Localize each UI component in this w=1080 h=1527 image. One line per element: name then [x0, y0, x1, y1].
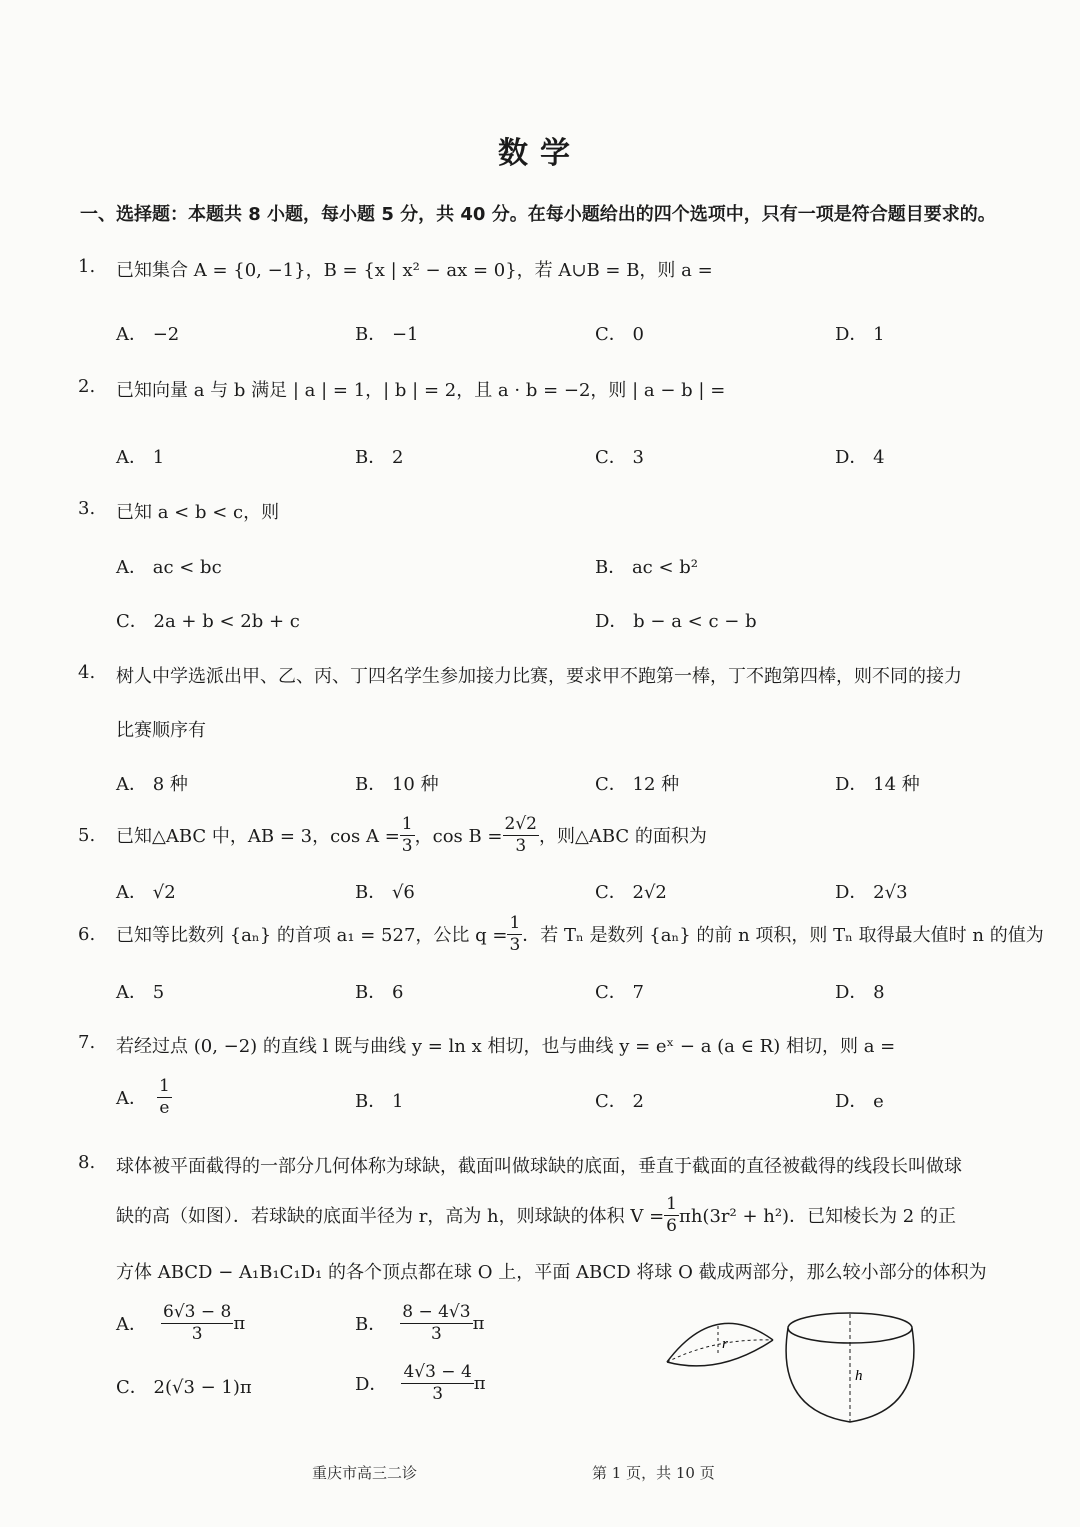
q5-option-c: C． 2√2: [595, 882, 667, 903]
q7-option-d: D． e: [835, 1091, 884, 1112]
q8-option-b-fraction: [400, 1301, 472, 1344]
q7-option-c: C． 2: [595, 1091, 644, 1112]
q7-option-a-numerator: 1: [159, 1075, 170, 1096]
q4-text-line2: 比赛顺序有: [116, 720, 206, 741]
q7-number: 7.: [78, 1032, 96, 1053]
q5-text-a: 已知△ABC 中，AB = 3，cos A =: [116, 826, 400, 847]
q7-text: 若经过点 (0, −2) 的直线 l 既与曲线 y = ln x 相切，也与曲线 y = eˣ − a (a ∈ R) 相切，则 a =: [116, 1036, 896, 1057]
q8-number: 8.: [78, 1152, 96, 1173]
q1-option-a: A． −2: [116, 324, 180, 345]
q6-frac-denominator: 3: [509, 934, 521, 955]
q5-number: 5.: [78, 825, 96, 846]
q2-option-d: D． 4: [835, 447, 885, 468]
q8-option-d: [355, 1358, 486, 1408]
q6-option-c: C． 7: [595, 982, 644, 1003]
q3-number: 3.: [78, 498, 96, 519]
q5-text-b: ，cos B =: [414, 826, 503, 847]
footer-source: 重庆市高三二诊: [312, 1464, 418, 1482]
q7-option-a: [116, 1072, 172, 1122]
page-title: 数学: [498, 136, 582, 171]
spherical-cap-figure: [655, 1300, 935, 1430]
q3-option-c: C． 2a + b < 2b + c: [116, 611, 300, 632]
q8-option-a-label: A．: [116, 1314, 147, 1335]
q5-frac1-denominator: 3: [401, 835, 413, 856]
q6-frac-numerator: 1: [509, 912, 521, 933]
q6-text: [116, 909, 1044, 959]
q5-text-c: ，则△ABC 的面积为: [539, 826, 707, 847]
q4-option-b: B． 10 种: [355, 774, 439, 795]
q6-ratio-fraction: [507, 912, 522, 955]
q7-option-a-denominator: e: [159, 1097, 170, 1118]
q1-option-d: D． 1: [835, 324, 885, 345]
cap-height-label: h: [855, 1368, 863, 1384]
cap-small-figure: [667, 1323, 773, 1366]
q8-option-d-numerator: 4√3 − 4: [403, 1361, 472, 1382]
q8-option-d-pi: π: [473, 1372, 486, 1394]
q8-option-b-numerator: 8 − 4√3: [402, 1301, 471, 1322]
q8-option-a-fraction: [161, 1301, 233, 1344]
q4-text: 树人中学选派出甲、乙、丙、丁四名学生参加接力比赛，要求甲不跑第一棒，丁不跑第四棒，则不同的接力: [116, 666, 962, 687]
q6-option-d: D． 8: [835, 982, 885, 1003]
q8-option-b-label: B．: [355, 1314, 387, 1335]
q5-frac1-numerator: 1: [401, 813, 413, 834]
q3-text: 已知 a < b < c，则: [116, 502, 280, 523]
q8-option-b-denominator: 3: [430, 1323, 442, 1344]
q8-option-b-pi: π: [472, 1312, 485, 1334]
q5-frac2-numerator: 2√2: [504, 813, 537, 834]
q8-option-d-label: D．: [355, 1374, 388, 1395]
q1-option-b: B． −1: [355, 324, 419, 345]
q2-option-b: B． 2: [355, 447, 404, 468]
q7-option-b: B． 1: [355, 1091, 404, 1112]
q8-volume-numerator: 1: [666, 1193, 677, 1214]
q8-option-a-denominator: 3: [191, 1323, 203, 1344]
q8-line2-b: πh(3r² + h²)．已知棱长为 2 的正: [679, 1206, 956, 1227]
cap-radius-label: r: [722, 1336, 728, 1352]
q4-option-d: D． 14 种: [835, 774, 920, 795]
footer-page-number: 第 1 页，共 10 页: [592, 1464, 715, 1482]
q3-option-a: A． ac < bc: [116, 557, 222, 578]
q8-option-a: [116, 1298, 245, 1348]
q1-text: 已知集合 A = {0, −1}，B = {x | x² − ax = 0}，若 A∪B = B，则 a =: [116, 260, 713, 281]
section-heading: 一、选择题：本题共 8 小题，每小题 5 分，共 40 分。在每小题给出的四个选项中，只有一项是符合题目要求的。: [80, 204, 996, 225]
q8-option-d-denominator: 3: [432, 1383, 444, 1404]
q2-text: 已知向量 a 与 b 满足 | a | = 1，| b | = 2，且 a · b = −2，则 | a − b | =: [116, 380, 726, 401]
q6-option-b: B． 6: [355, 982, 404, 1003]
q4-option-c: C． 12 种: [595, 774, 680, 795]
q6-text-a: 已知等比数列 {aₙ} 的首项 a₁ = 527，公比 q =: [116, 925, 508, 946]
q1-number: 1.: [78, 256, 96, 277]
q3-option-d: D． b − a < c − b: [595, 611, 757, 632]
q5-option-a: A． √2: [116, 882, 176, 903]
q8-text-line3: 方体 ABCD − A₁B₁C₁D₁ 的各个顶点都在球 O 上，平面 ABCD 将球 O 截成两部分，那么较小部分的体积为: [116, 1262, 987, 1283]
q7-option-a-fraction: [157, 1075, 172, 1118]
q8-text-line2: [116, 1190, 956, 1240]
sphere-cut-figure: [786, 1313, 914, 1422]
q6-number: 6.: [78, 924, 96, 945]
q5-cosA-fraction: [400, 813, 415, 856]
q8-text-line1: 球体被平面截得的一部分几何体称为球缺，截面叫做球缺的底面，垂直于截面的直径被截得的线段长叫做球: [116, 1156, 962, 1177]
q8-line2-a: 缺的高（如图）．若球缺的底面半径为 r，高为 h，则球缺的体积 V =: [116, 1206, 665, 1227]
q3-option-b: B． ac < b²: [595, 557, 699, 578]
q8-volume-fraction: [664, 1193, 679, 1236]
q8-option-d-fraction: [401, 1361, 473, 1404]
q2-option-a: A． 1: [116, 447, 165, 468]
q2-option-c: C． 3: [595, 447, 644, 468]
q8-option-c: C． 2(√3 − 1)π: [116, 1377, 252, 1398]
q5-frac2-denominator: 3: [515, 835, 527, 856]
q5-text: [116, 810, 707, 860]
q4-number: 4.: [78, 662, 96, 683]
q8-volume-denominator: 6: [666, 1215, 677, 1236]
q6-option-a: A． 5: [116, 982, 165, 1003]
q6-text-b: ．若 Tₙ 是数列 {aₙ} 的前 n 项积，则 Tₙ 取得最大值时 n 的值为: [522, 925, 1044, 946]
q5-cosB-fraction: [503, 813, 539, 856]
q7-option-a-label: A．: [116, 1088, 147, 1109]
q2-number: 2.: [78, 376, 96, 397]
q8-option-a-pi: π: [233, 1312, 246, 1334]
q5-option-d: D． 2√3: [835, 882, 908, 903]
q5-option-b: B． √6: [355, 882, 415, 903]
q8-option-a-numerator: 6√3 − 8: [163, 1301, 232, 1322]
q8-option-b: [355, 1298, 484, 1348]
q4-option-a: A． 8 种: [116, 774, 188, 795]
q1-option-c: C． 0: [595, 324, 644, 345]
